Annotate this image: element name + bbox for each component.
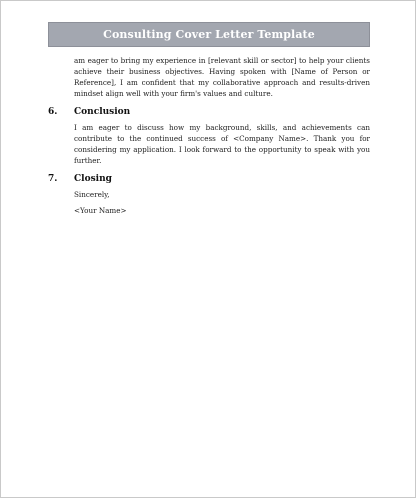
section-heading-conclusion — [48, 107, 370, 117]
document-title: Consulting Cover Letter Template — [103, 28, 315, 41]
signature-placeholder: <Your Name> — [74, 206, 127, 215]
intro-paragraph: am eager to bring my experience in [relevant skill or sector] to help your clients achieve their business objectives. Having spoken with [Name of Person or Reference], I am confident that my collaborative approach and results-driven mindset align well with your firm's values and culture. — [74, 56, 370, 98]
section-title: Closing — [74, 174, 112, 184]
section-title: Conclusion — [74, 107, 131, 117]
conclusion-paragraph: I am eager to discuss how my background, skills, and achievements can contribute to the continued success of <Company Name>. Thank you for considering my application. I look forward to the opportunity to speak with you further. — [74, 123, 370, 165]
title-banner — [48, 22, 370, 47]
document-body — [48, 55, 370, 216]
section-heading-closing — [48, 174, 370, 184]
section-number: 7. — [48, 174, 58, 184]
closing-salutation: Sincerely, — [74, 190, 110, 199]
section-number: 6. — [48, 107, 58, 117]
